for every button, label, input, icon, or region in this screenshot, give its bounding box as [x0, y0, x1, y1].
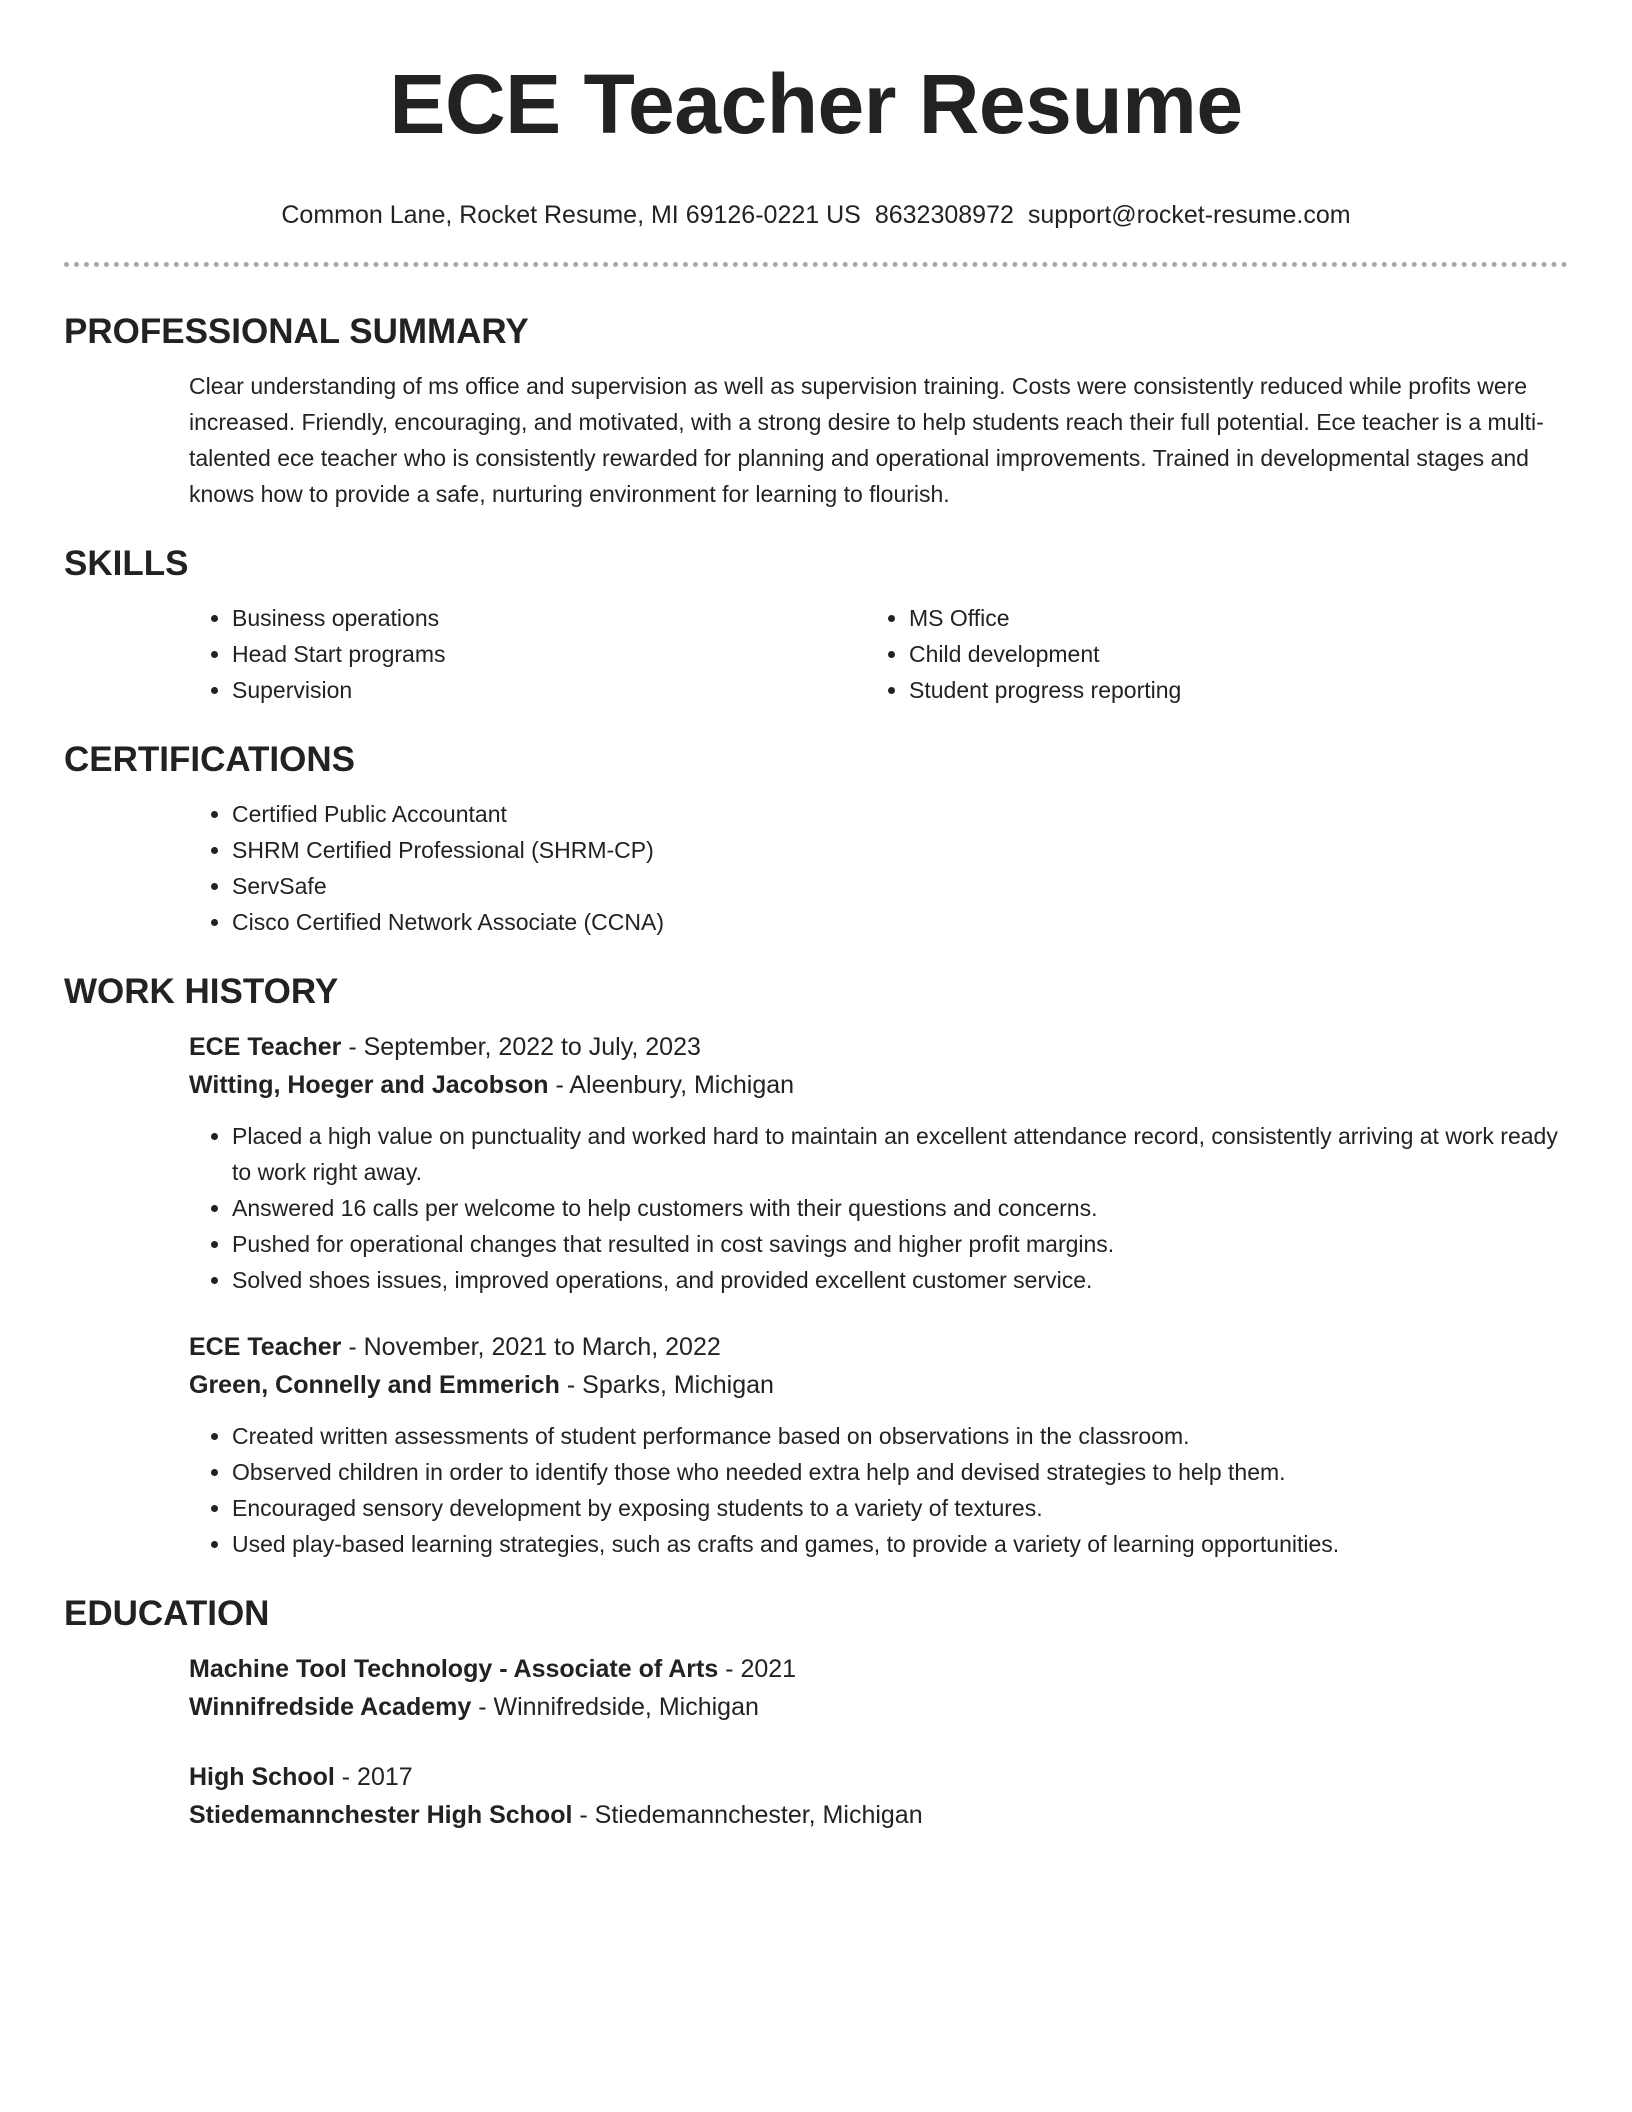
job-dates: November, 2021 to March, 2022	[363, 1333, 721, 1361]
degree-name: Machine Tool Technology - Associate of Arts	[189, 1655, 719, 1683]
contact-line	[64, 198, 1568, 232]
degree-line	[189, 1758, 1568, 1796]
degree-name: High School	[189, 1763, 335, 1791]
job-bullet: • Placed a high value on punctuality and worked hard to maintain an excellent attendance record, consistently arriving at work ready to work right away.	[232, 1118, 1568, 1190]
education-entry	[64, 1758, 1568, 1834]
job-location: Aleenbury, Michigan	[569, 1071, 795, 1099]
skill-item: • Head Start programs	[232, 636, 866, 672]
job-bullet: • Answered 16 calls per welcome to help customers with their questions and concerns.	[232, 1190, 1568, 1226]
separator: -	[471, 1693, 494, 1721]
job-title-line	[189, 1328, 1568, 1366]
certification-item: • Certified Public Accountant	[232, 796, 1568, 832]
job-dates: September, 2022 to July, 2023	[363, 1033, 701, 1061]
contact-phone: 8632308972	[874, 201, 1014, 229]
job-bullets	[189, 1118, 1568, 1298]
degree-year: 2017	[357, 1763, 413, 1791]
header-divider	[64, 262, 1568, 267]
skills-grid	[189, 600, 1568, 708]
certifications-section	[64, 738, 1568, 940]
resume-title: ECE Teacher Resume	[389, 57, 1243, 151]
work-history-heading: WORK HISTORY	[64, 972, 339, 1011]
skills-list-right	[866, 600, 1543, 708]
school-line	[189, 1796, 1568, 1834]
skill-item: • MS Office	[909, 600, 1543, 636]
education-entry	[64, 1650, 1568, 1726]
certifications-list	[189, 796, 1568, 940]
job-company-line	[189, 1066, 1568, 1104]
certifications-heading: CERTIFICATIONS	[64, 740, 356, 779]
summary-text: Clear understanding of ms office and supervision as well as supervision training. Costs were consistently reduced while profits were increased. Friendly, encouraging, and motivated, with a strong desire to help students reach their full potential. Ece teacher is a multi-talented ece teacher who is consistently rewarded for planning and operational improvements. Trained in developmental stages and knows how to provide a safe, nurturing environment for learning to flourish.	[189, 373, 1544, 507]
separator: -	[572, 1801, 595, 1829]
education-section	[64, 1592, 1568, 1834]
job-company-line	[189, 1366, 1568, 1404]
school-location: Stiedemannchester, Michigan	[594, 1801, 923, 1829]
job-title: ECE Teacher	[189, 1333, 342, 1361]
skills-section	[64, 542, 1568, 708]
job-bullet: • Pushed for operational changes that resulted in cost savings and higher profit margins.	[232, 1226, 1568, 1262]
job-bullet: • Encouraged sensory development by exposing students to a variety of textures.	[232, 1490, 1568, 1526]
degree-line	[189, 1650, 1568, 1688]
contact-address: Common Lane, Rocket Resume, MI 69126-0221 US	[281, 201, 861, 229]
skills-heading: SKILLS	[64, 544, 189, 583]
skill-item: • Supervision	[232, 672, 866, 708]
summary-heading: PROFESSIONAL SUMMARY	[64, 312, 529, 351]
certification-item: • Cisco Certified Network Associate (CCNA)	[232, 904, 1568, 940]
school-line	[189, 1688, 1568, 1726]
school-name: Winnifredside Academy	[189, 1693, 472, 1721]
job-location: Sparks, Michigan	[582, 1371, 774, 1399]
separator: -	[559, 1371, 583, 1399]
job-bullet: • Created written assessments of student performance based on observations in the classroom.	[232, 1418, 1568, 1454]
contact-email: support@rocket-resume.com	[1027, 201, 1351, 229]
separator: -	[334, 1763, 358, 1791]
job-bullet: • Observed children in order to identify those who needed extra help and devised strategies to help them.	[232, 1454, 1568, 1490]
work-history-section	[64, 970, 1568, 1562]
job-bullet: • Solved shoes issues, improved operations, and provided excellent customer service.	[232, 1262, 1568, 1298]
job-entry	[64, 1028, 1568, 1298]
job-title: ECE Teacher	[189, 1033, 342, 1061]
skills-list-left	[189, 600, 866, 708]
job-company: Witting, Hoeger and Jacobson	[189, 1071, 549, 1099]
skill-item: • Child development	[909, 636, 1543, 672]
job-bullets	[189, 1418, 1568, 1562]
job-title-line	[189, 1028, 1568, 1066]
skills-column-right	[866, 600, 1543, 708]
skill-item: • Business operations	[232, 600, 866, 636]
school-location: Winnifredside, Michigan	[493, 1693, 759, 1721]
separator: -	[548, 1071, 570, 1099]
job-entry	[64, 1328, 1568, 1562]
skill-item: • Student progress reporting	[909, 672, 1543, 708]
education-heading: EDUCATION	[64, 1594, 270, 1633]
degree-year: 2021	[740, 1655, 797, 1683]
job-bullet: • Used play-based learning strategies, such as crafts and games, to provide a variety of learning opportunities.	[232, 1526, 1568, 1562]
certification-item: • ServSafe	[232, 868, 1568, 904]
certification-item: • SHRM Certified Professional (SHRM-CP)	[232, 832, 1568, 868]
job-company: Green, Connelly and Emmerich	[189, 1371, 560, 1399]
summary-section	[64, 310, 1568, 512]
separator: -	[341, 1333, 364, 1361]
skills-column-left	[189, 600, 866, 708]
school-name: Stiedemannchester High School	[189, 1801, 573, 1829]
separator: -	[341, 1033, 364, 1061]
separator: -	[718, 1655, 741, 1683]
